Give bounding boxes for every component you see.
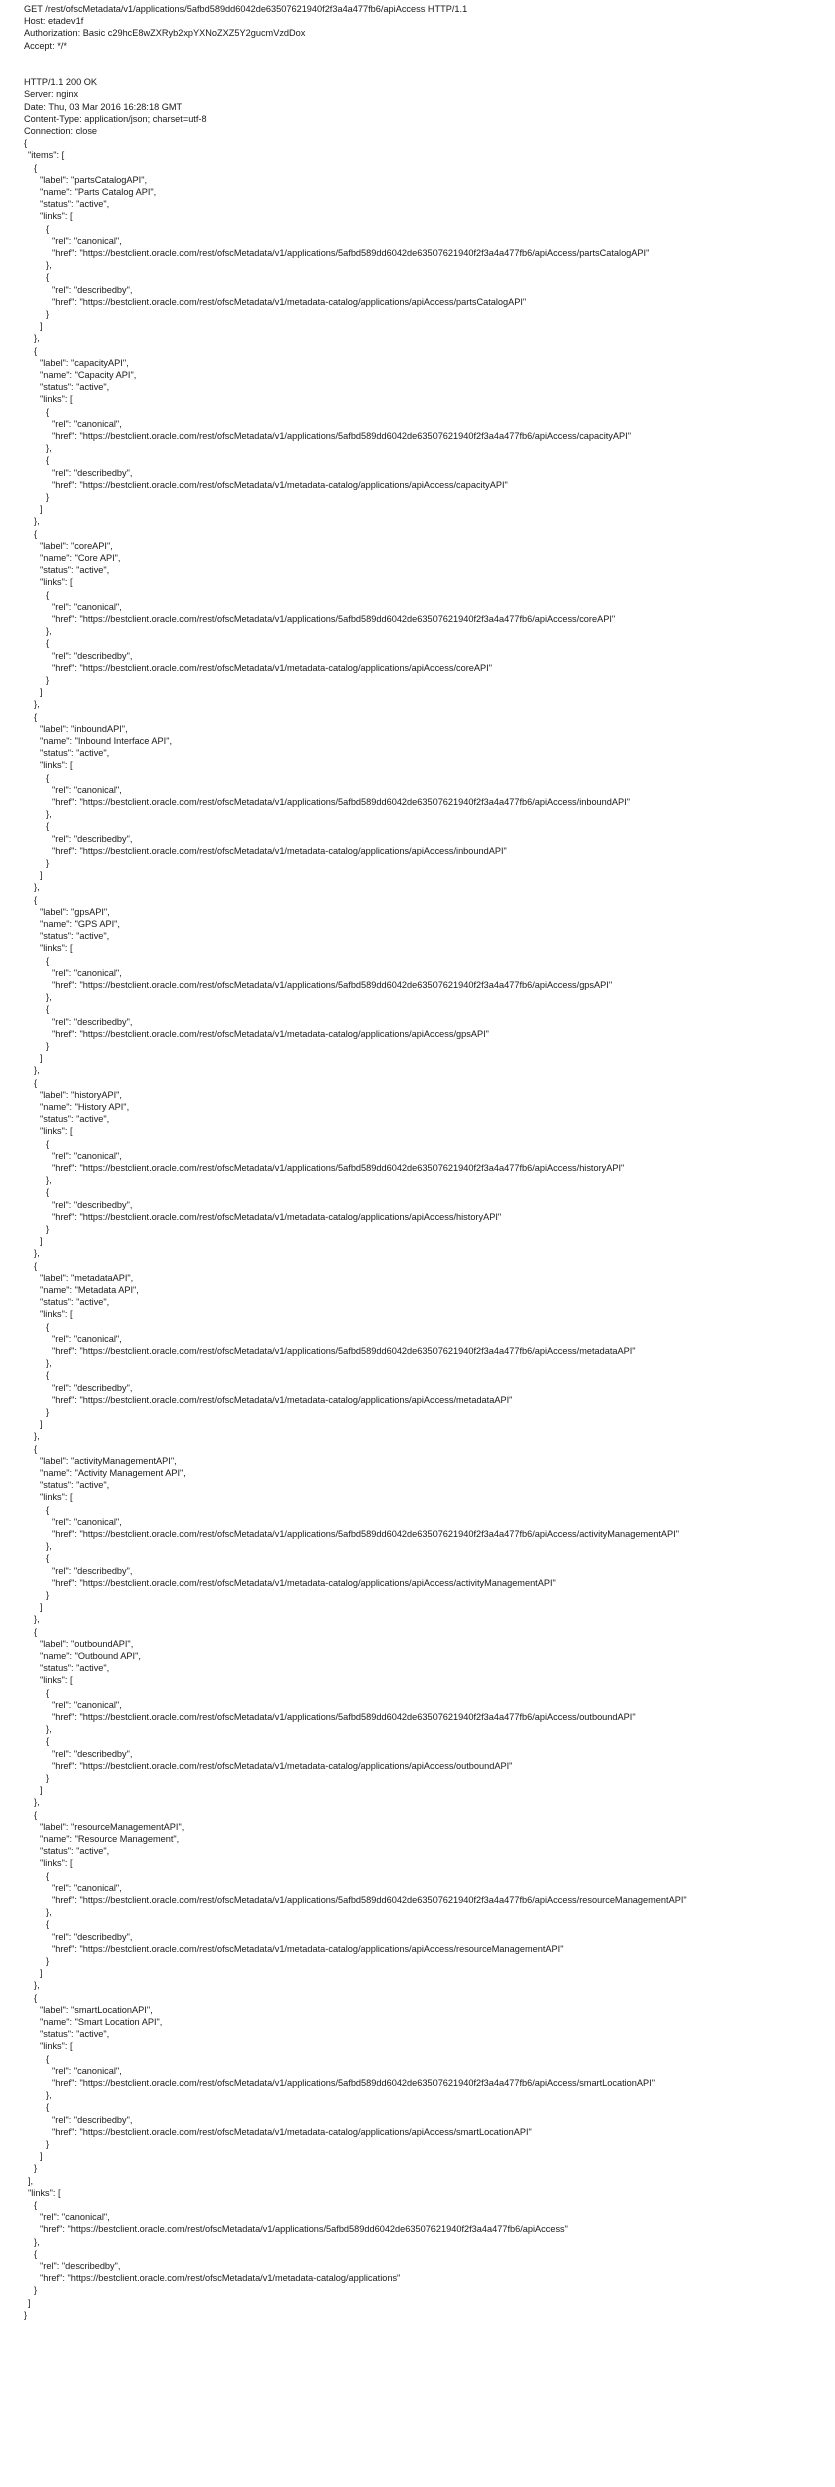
json-brace: { <box>46 955 50 966</box>
item-status: "status": "active", <box>40 1663 110 1674</box>
response-status-line: HTTP/1.1 200 OK <box>24 77 98 88</box>
json-bracket: ] <box>28 2297 31 2308</box>
link-rel: "rel": "describedby", <box>52 650 133 661</box>
item-name: "name": "Outbound API", <box>40 1651 141 1661</box>
link-href: "href": "https://bestclient.oracle.com/rest/ofscMetadata/v1/metadata-catalog/applications/apiAccess/metadataAPI" <box>52 1394 513 1405</box>
link-rel: "rel": "describedby", <box>52 1382 133 1393</box>
item-links-key: "links": [ <box>40 1675 73 1686</box>
link-href: "href": "https://bestclient.oracle.com/rest/ofscMetadata/v1/applications/5afbd589dd6042de63507621940f2f3a4a477fb6/apiAccess/partsCatalogAPI" <box>52 248 650 258</box>
item-label: "label": "coreAPI", <box>40 540 113 551</box>
link-href: "href": "https://bestclient.oracle.com/rest/ofscMetadata/v1/applications/5afbd589dd6042de63507621940f2f3a4a477fb6/apiAccess/coreAPI" <box>52 614 616 624</box>
link-href: "href": "https://bestclient.oracle.com/rest/ofscMetadata/v1/applications/5afbd589dd6042de63507621940f2f3a4a477fb6/apiAccess/historyAPI" <box>52 1163 625 1173</box>
link-rel: "rel": "describedby", <box>52 1748 133 1759</box>
json-item-close: }, <box>34 1248 40 1259</box>
item-status: "status": "active", <box>40 1480 110 1491</box>
link-href: "href": "https://bestclient.oracle.com/rest/ofscMetadata/v1/metadata-catalog/applications/apiAccess/coreAPI" <box>52 662 492 673</box>
json-bracket: ] <box>40 1419 43 1430</box>
item-label: "label": "smartLocationAPI", <box>40 2004 153 2015</box>
json-brace: { <box>46 638 50 649</box>
item-status: "status": "active", <box>40 199 110 210</box>
json-bracket: ] <box>40 2151 43 2162</box>
json-brace: }, <box>46 626 52 637</box>
json-brace: }, <box>46 2090 52 2101</box>
json-item-open: { <box>34 162 38 173</box>
response-header: Server: nginx <box>24 89 79 100</box>
item-name: "name": "History API", <box>40 1102 130 1112</box>
json-item-open: { <box>34 1260 38 1271</box>
json-bracket: ] <box>40 1968 43 1979</box>
json-item-close: }, <box>34 1065 40 1076</box>
item-links-key: "links": [ <box>40 1858 73 1869</box>
item-links-key: "links": [ <box>40 1492 73 1503</box>
json-brace: } <box>46 675 50 685</box>
json-item-open: { <box>34 1077 38 1088</box>
item-status: "status": "active", <box>40 382 110 393</box>
item-label: "label": "outboundAPI", <box>40 1638 134 1649</box>
json-brace: { <box>46 406 50 417</box>
link-href: "href": "https://bestclient.oracle.com/rest/ofscMetadata/v1/metadata-catalog/applications/apiAccess/capacityAPI" <box>52 479 508 490</box>
link-href: "href": "https://bestclient.oracle.com/rest/ofscMetadata/v1/metadata-catalog/applications/apiAccess/gpsAPI" <box>52 1028 489 1039</box>
json-brace: { <box>46 1138 50 1149</box>
json-brace: }, <box>46 1358 52 1369</box>
link-rel: "rel": "canonical", <box>52 1333 122 1344</box>
json-brace: } <box>46 1224 50 1234</box>
json-brace: } <box>46 492 50 502</box>
json-brace: { <box>46 1187 50 1198</box>
item-status: "status": "active", <box>40 2029 110 2040</box>
item-status: "status": "active", <box>40 1297 110 1308</box>
item-label: "label": "metadataAPI", <box>40 1272 134 1283</box>
json-brace: { <box>46 1553 50 1564</box>
link-rel: "rel": "canonical", <box>52 235 122 246</box>
item-links-key: "links": [ <box>40 760 73 771</box>
item-label: "label": "gpsAPI", <box>40 906 110 917</box>
link-rel: "rel": "canonical", <box>52 2065 122 2076</box>
json-brace: }, <box>34 2236 40 2247</box>
item-name: "name": "Activity Management API", <box>40 1468 186 1478</box>
link-rel: "rel": "describedby", <box>52 1565 133 1576</box>
json-item-close: }, <box>34 1614 40 1625</box>
json-item-close: }, <box>34 1980 40 1991</box>
link-rel: "rel": "canonical", <box>52 418 122 429</box>
json-brace: { <box>46 1870 50 1881</box>
json-item-open: { <box>34 528 38 539</box>
item-links-key: "links": [ <box>40 577 73 588</box>
json-brace: { <box>24 138 28 149</box>
link-href: "href": "https://bestclient.oracle.com/rest/ofscMetadata/v1/applications/5afbd589dd6042de63507621940f2f3a4a477fb6/apiAccess/smartLocationAPI" <box>52 2078 655 2088</box>
json-item-close: }, <box>34 699 40 710</box>
item-name: "name": "Parts Catalog API", <box>40 187 157 197</box>
link-href: "href": "https://bestclient.oracle.com/rest/ofscMetadata/v1/metadata-catalog/applications/apiAccess/activityManagementAPI" <box>52 1577 556 1588</box>
json-brace: { <box>46 1504 50 1515</box>
link-rel: "rel": "describedby", <box>52 833 133 844</box>
response-header: Connection: close <box>24 126 98 136</box>
item-status: "status": "active", <box>40 1114 110 1125</box>
item-label: "label": "capacityAPI", <box>40 357 129 368</box>
json-item-close: }, <box>34 882 40 893</box>
json-item-close: }, <box>34 1431 40 1442</box>
link-href: "href": "https://bestclient.oracle.com/rest/ofscMetadata/v1/applications/5afbd589dd6042de63507621940f2f3a4a477fb6/apiAccess/capacityAPI" <box>52 431 631 441</box>
link-rel: "rel": "canonical", <box>52 1150 122 1161</box>
json-item-open: { <box>34 894 38 905</box>
item-links-key: "links": [ <box>40 943 73 954</box>
json-item-close: }, <box>34 516 40 527</box>
json-brace: { <box>46 223 50 234</box>
json-brace: { <box>46 1919 50 1930</box>
json-brace: { <box>46 1736 50 1747</box>
json-bracket: ] <box>40 687 43 698</box>
item-label: "label": "partsCatalogAPI", <box>40 174 148 185</box>
link-rel: "rel": "describedby", <box>52 2114 133 2125</box>
json-brace: } <box>46 2139 50 2149</box>
json-item-open: { <box>34 1443 38 1454</box>
link-rel: "rel": "canonical", <box>52 967 122 978</box>
item-status: "status": "active", <box>40 748 110 759</box>
item-links-key: "links": [ <box>40 394 73 405</box>
response-header: Date: Thu, 03 Mar 2016 16:28:18 GMT <box>24 101 183 112</box>
item-name: "name": "Smart Location API", <box>40 2017 163 2027</box>
link-rel: "rel": "describedby", <box>40 2261 121 2271</box>
json-brace: } <box>46 858 50 868</box>
link-rel: "rel": "describedby", <box>52 1931 133 1942</box>
item-name: "name": "Metadata API", <box>40 1285 139 1295</box>
item-status: "status": "active", <box>40 565 110 576</box>
json-item-close: }, <box>34 1797 40 1808</box>
link-href: "href": "https://bestclient.oracle.com/rest/ofscMetadata/v1/metadata-catalog/applications" <box>40 2273 401 2284</box>
json-bracket: ] <box>40 321 43 332</box>
json-brace: { <box>46 1687 50 1698</box>
json-brace: } <box>46 1041 50 1051</box>
json-brace: } <box>46 1590 50 1600</box>
link-href: "href": "https://bestclient.oracle.com/rest/ofscMetadata/v1/metadata-catalog/applications/apiAccess/inboundAPI" <box>52 845 507 856</box>
item-name: "name": "Capacity API", <box>40 370 137 380</box>
link-href: "href": "https://bestclient.oracle.com/rest/ofscMetadata/v1/metadata-catalog/applications/apiAccess/outboundAPI" <box>52 1760 513 1771</box>
item-name: "name": "GPS API", <box>40 919 120 929</box>
item-name: "name": "Inbound Interface API", <box>40 736 173 746</box>
item-name: "name": "Resource Management", <box>40 1834 180 1844</box>
json-bracket: ] <box>40 1602 43 1613</box>
json-item-close: } <box>34 2163 38 2174</box>
link-href: "href": "https://bestclient.oracle.com/rest/ofscMetadata/v1/metadata-catalog/applications/apiAccess/historyAPI" <box>52 1211 502 1222</box>
json-brace: }, <box>46 1175 52 1186</box>
json-brace: }, <box>46 1724 52 1735</box>
link-href: "href": "https://bestclient.oracle.com/rest/ofscMetadata/v1/metadata-catalog/applications/apiAccess/smartLocationAPI" <box>52 2126 532 2137</box>
json-brace: } <box>46 1407 50 1417</box>
json-brace: } <box>46 1773 50 1783</box>
json-brace: }, <box>46 1907 52 1918</box>
json-brace: { <box>46 1321 50 1332</box>
json-brace: } <box>24 2309 28 2320</box>
link-href: "href": "https://bestclient.oracle.com/rest/ofscMetadata/v1/applications/5afbd589dd6042de63507621940f2f3a4a477fb6/apiAccess" <box>40 2224 568 2235</box>
link-rel: "rel": "canonical", <box>52 1699 122 1710</box>
json-items-key: "items": [ <box>28 150 65 161</box>
json-item-open: { <box>34 711 38 722</box>
json-bracket: ], <box>28 2175 34 2186</box>
link-rel: "rel": "canonical", <box>52 1516 122 1527</box>
item-links-key: "links": [ <box>40 2041 73 2052</box>
item-links-key: "links": [ <box>40 1309 73 1320</box>
request-header: Host: etadev1f <box>24 16 84 27</box>
item-links-key: "links": [ <box>40 1126 73 1137</box>
json-brace: { <box>46 1370 50 1381</box>
link-href: "href": "https://bestclient.oracle.com/rest/ofscMetadata/v1/metadata-catalog/applications/apiAccess/partsCatalogAPI" <box>52 296 527 307</box>
link-rel: "rel": "describedby", <box>52 1016 133 1027</box>
link-rel: "rel": "canonical", <box>40 2212 110 2223</box>
link-href: "href": "https://bestclient.oracle.com/rest/ofscMetadata/v1/applications/5afbd589dd6042de63507621940f2f3a4a477fb6/apiAccess/inboundAPI" <box>52 797 630 807</box>
json-bracket: ] <box>40 1785 43 1796</box>
link-rel: "rel": "canonical", <box>52 784 122 795</box>
item-name: "name": "Core API", <box>40 553 121 563</box>
json-bracket: ] <box>40 1236 43 1247</box>
json-item-open: { <box>34 1809 38 1820</box>
request-header: Accept: */* <box>24 40 67 51</box>
link-rel: "rel": "describedby", <box>52 284 133 295</box>
json-links-key: "links": [ <box>28 2187 61 2198</box>
link-href: "href": "https://bestclient.oracle.com/rest/ofscMetadata/v1/applications/5afbd589dd6042de63507621940f2f3a4a477fb6/apiAccess/resourceManagementAPI" <box>52 1895 687 1905</box>
json-brace: { <box>46 2053 50 2064</box>
link-rel: "rel": "describedby", <box>52 467 133 478</box>
request-line: GET /rest/ofscMetadata/v1/applications/5afbd589dd6042de63507621940f2f3a4a477fb6/apiAccess HTTP/1.1 <box>24 4 468 14</box>
link-rel: "rel": "canonical", <box>52 1882 122 1893</box>
json-brace: { <box>46 455 50 466</box>
item-status: "status": "active", <box>40 1846 110 1857</box>
item-status: "status": "active", <box>40 931 110 942</box>
json-brace: } <box>46 309 50 319</box>
json-brace: { <box>46 2102 50 2113</box>
json-item-close: }, <box>34 333 40 344</box>
link-rel: "rel": "describedby", <box>52 1199 133 1210</box>
item-label: "label": "historyAPI", <box>40 1089 122 1100</box>
link-href: "href": "https://bestclient.oracle.com/rest/ofscMetadata/v1/applications/5afbd589dd6042de63507621940f2f3a4a477fb6/apiAccess/activityManagementAPI" <box>52 1529 679 1539</box>
item-label: "label": "activityManagementAPI", <box>40 1455 177 1466</box>
json-brace: { <box>34 2200 38 2210</box>
json-brace: }, <box>46 260 52 271</box>
item-label: "label": "resourceManagementAPI", <box>40 1821 185 1832</box>
response-header: Content-Type: application/json; charset=utf-8 <box>24 113 207 124</box>
link-href: "href": "https://bestclient.oracle.com/rest/ofscMetadata/v1/applications/5afbd589dd6042de63507621940f2f3a4a477fb6/apiAccess/metadataAPI" <box>52 1346 636 1356</box>
json-brace: { <box>46 589 50 600</box>
json-bracket: ] <box>40 1053 43 1064</box>
json-brace: } <box>34 2285 38 2296</box>
item-links-key: "links": [ <box>40 211 73 222</box>
json-brace: { <box>46 772 50 783</box>
json-bracket: ] <box>40 870 43 881</box>
request-header: Authorization: Basic c29hcE8wZXRyb2xpYXNoZXZ5Y2gucmVzdDox <box>24 28 306 39</box>
json-brace: { <box>46 1004 50 1015</box>
json-brace: }, <box>46 443 52 454</box>
json-brace: }, <box>46 992 52 1003</box>
json-item-open: { <box>34 1992 38 2003</box>
link-href: "href": "https://bestclient.oracle.com/rest/ofscMetadata/v1/applications/5afbd589dd6042de63507621940f2f3a4a477fb6/apiAccess/outboundAPI" <box>52 1712 636 1722</box>
item-label: "label": "inboundAPI", <box>40 723 128 734</box>
json-brace: { <box>34 2248 38 2259</box>
link-href: "href": "https://bestclient.oracle.com/rest/ofscMetadata/v1/metadata-catalog/applications/apiAccess/resourceManagementAPI" <box>52 1943 564 1954</box>
link-href: "href": "https://bestclient.oracle.com/rest/ofscMetadata/v1/applications/5afbd589dd6042de63507621940f2f3a4a477fb6/apiAccess/gpsAPI" <box>52 980 613 990</box>
json-item-open: { <box>34 345 38 356</box>
json-brace: } <box>46 1956 50 1966</box>
json-brace: }, <box>46 1541 52 1552</box>
json-brace: { <box>46 272 50 283</box>
json-item-open: { <box>34 1626 38 1637</box>
link-rel: "rel": "canonical", <box>52 601 122 612</box>
json-brace: }, <box>46 809 52 820</box>
json-bracket: ] <box>40 504 43 515</box>
json-brace: { <box>46 821 50 832</box>
